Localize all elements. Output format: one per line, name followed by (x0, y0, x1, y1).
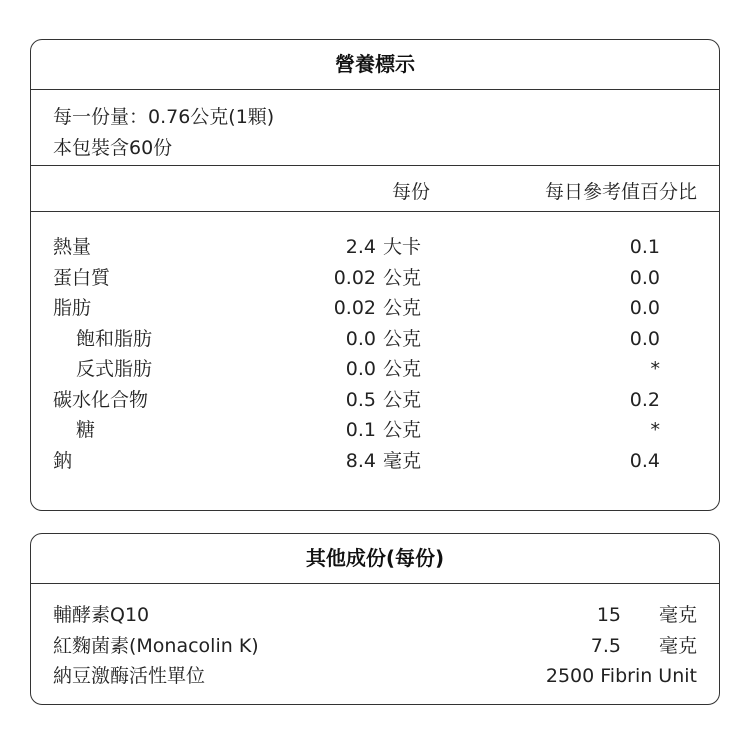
nutrition-title: 營養標示 (31, 40, 719, 90)
nutrient-row (31, 234, 719, 265)
nutrient-unit: 大卡 (383, 236, 422, 258)
nutrient-daily-value: 0.2 (629, 388, 660, 411)
ingredient-amount: 15 (596, 604, 621, 626)
nutrient-daily-value: * (650, 358, 660, 380)
nutrient-name: 鈉 (53, 449, 73, 472)
ingredient-row (31, 602, 719, 633)
ingredient-unit: 毫克 (658, 604, 697, 626)
ingredient-name: 納豆激酶活性單位 (53, 665, 206, 687)
other-ingredients-title: 其他成份(每份) (31, 534, 719, 584)
ingredient-name: 紅麴菌素(Monacolin K) (53, 634, 259, 657)
nutrient-row (31, 356, 719, 387)
nutrient-unit: 公克 (383, 327, 422, 350)
nutrient-name: 碳水化合物 (53, 388, 149, 411)
nutrient-name: 飽和脂肪 (76, 327, 153, 350)
nutrient-daily-value: 0.0 (629, 266, 660, 289)
servings-per-package: 本包裝含60份 (53, 137, 173, 159)
nutrient-unit: 公克 (383, 297, 422, 319)
other-ingredients-panel (30, 533, 720, 705)
nutrient-value: 0.0 (345, 358, 376, 380)
nutrient-daily-value: 0.1 (629, 236, 660, 258)
nutrient-name: 糖 (76, 419, 96, 441)
ingredient-name: 輔酵素Q10 (53, 604, 150, 626)
nutrient-row (31, 265, 719, 296)
serving-info (31, 90, 719, 166)
nutrient-value: 0.1 (345, 419, 376, 441)
ingredient-amount: 7.5 (590, 634, 621, 657)
nutrient-daily-value: 0.0 (629, 327, 660, 350)
nutrient-value: 0.5 (345, 388, 376, 411)
nutrient-value: 0.02 (333, 266, 376, 289)
nutrient-daily-value: * (650, 419, 660, 441)
ingredient-row (31, 633, 719, 664)
nutrition-facts-panel (30, 39, 720, 511)
nutrient-name: 蛋白質 (53, 266, 111, 289)
column-header (31, 166, 719, 212)
other-ingredient-rows (31, 584, 719, 694)
ingredient-unit: 毫克 (658, 634, 697, 657)
nutrient-row (31, 387, 719, 418)
serving-size: 每一份量：0.76公克(1顆) (53, 106, 275, 128)
daily-value-header: 每日參考值百分比 (544, 181, 697, 203)
per-serving-header: 每份 (391, 181, 430, 203)
nutrient-unit: 毫克 (383, 449, 422, 472)
nutrient-row (31, 326, 719, 357)
nutrient-rows (31, 212, 719, 478)
nutrient-value: 0.0 (345, 327, 376, 350)
nutrient-row (31, 295, 719, 326)
nutrient-row (31, 448, 719, 479)
nutrient-unit: 公克 (383, 358, 422, 380)
nutrient-value: 2.4 (345, 236, 376, 258)
nutrient-row (31, 417, 719, 448)
nutrient-name: 熱量 (53, 236, 92, 258)
nutrient-daily-value: 0.0 (629, 297, 660, 319)
nutrient-name: 脂肪 (53, 297, 92, 319)
nutrient-name: 反式脂肪 (76, 358, 153, 380)
nutrient-unit: 公克 (383, 266, 422, 289)
ingredient-row (31, 663, 719, 694)
nutrient-value: 0.02 (333, 297, 376, 319)
ingredient-amount-unit: 2500 Fibrin Unit (545, 665, 697, 687)
nutrient-daily-value: 0.4 (629, 449, 660, 472)
nutrient-value: 8.4 (345, 449, 376, 472)
nutrient-unit: 公克 (383, 388, 422, 411)
nutrient-unit: 公克 (383, 419, 422, 441)
